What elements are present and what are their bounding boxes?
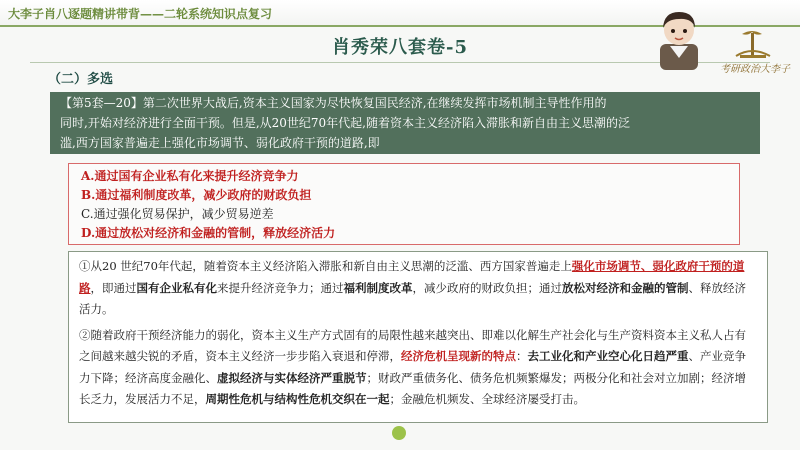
analysis-bold: 放松对经济和金融的管制 [562, 280, 689, 295]
series-title: 大李子肖八逐题精讲带背——二轮系统知识点复习 [8, 7, 273, 21]
analysis-highlight: 经济危机呈现新的特点 [401, 349, 516, 363]
analysis-text: 、产业竞争力下降；经济高度金融化、 [79, 349, 746, 385]
analysis-paragraph-1 [79, 256, 757, 321]
avatar-icon [648, 6, 710, 70]
analysis-text: ①从20 世纪70年代起，随着资本主义经济陷入滞胀和新自由主义思潮的泛滥、西方国家普遍走上 [79, 259, 572, 273]
analysis-text: ②随着政府干预经济能力的弱化，资本主义生产方式固有的局限性越来越突出、即难以化解生产社会化与生产资料资本主义私人占有之间越来越尖锐的矛盾，资本主义经济一步步陷入衰退和停滞， [79, 327, 746, 363]
section-label: （二）多选 [48, 72, 114, 87]
analysis-bold: 国有企业私有化 [136, 280, 217, 295]
option-b[interactable]: B.通过福利制度改革，减少政府的财政负担 [81, 188, 312, 202]
analysis-text: ；金融危机频发、全球经济屡受打击。 [389, 392, 585, 406]
option-d[interactable]: D.通过放松对经济和金融的管制，释放经济活力 [81, 226, 336, 240]
analysis-bold: 福利制度改革 [343, 280, 413, 295]
question-line: 同时,开始对经济进行全面干预。但是,从20世纪70年代起,随着资本主义经济陷入滞胀和新自由主义思潮的泛 [60, 116, 630, 130]
option-a[interactable]: A.通过国有企业私有化来提升经济竞争力 [81, 169, 299, 183]
analysis-highlight: 强化市场调节、弱化政府干预的道路 [79, 259, 745, 295]
options-box [68, 163, 740, 245]
analysis-text: ，减少政府的财政负担；通过 [412, 280, 562, 295]
analysis-bold: 去工业化和产业空心化日趋严重 [527, 349, 689, 363]
analysis-paragraph-2 [79, 325, 757, 411]
slide-indicator-dot [392, 426, 406, 440]
question-line: 【第5套—20】第二次世界大战后,资本主义国家为尽快恢复国民经济,在继续发挥市场机制主导性作用的 [60, 96, 607, 110]
slide-title: 肖秀荣八套卷-5 [332, 37, 468, 58]
analysis-bold: 周期性危机与结构性危机交织在一起 [205, 392, 390, 406]
option-c[interactable]: C.通过强化贸易保护，减少贸易逆差 [81, 207, 274, 221]
analysis-text: 、释放经济活力。 [79, 280, 746, 316]
analysis-text: ： [516, 349, 528, 363]
question-line: 滥,西方国家普遍走上强化市场调节、弱化政府干预的道路,即 [60, 136, 380, 150]
analysis-text: 来提升经济竞争力；通过 [217, 280, 344, 295]
logo-text: 考研政治大李子 [720, 64, 790, 75]
analysis-box [68, 251, 768, 423]
analysis-text: ，即通过 [90, 280, 137, 295]
analysis-bold: 虚拟经济与实体经济严重脱节 [217, 370, 367, 385]
question-box [50, 92, 760, 154]
analysis-text: ；财政严重债务化、债务危机频繁爆发；两极分化和社会对立加剧；经济增长乏力，发展活力不足， [79, 370, 746, 406]
